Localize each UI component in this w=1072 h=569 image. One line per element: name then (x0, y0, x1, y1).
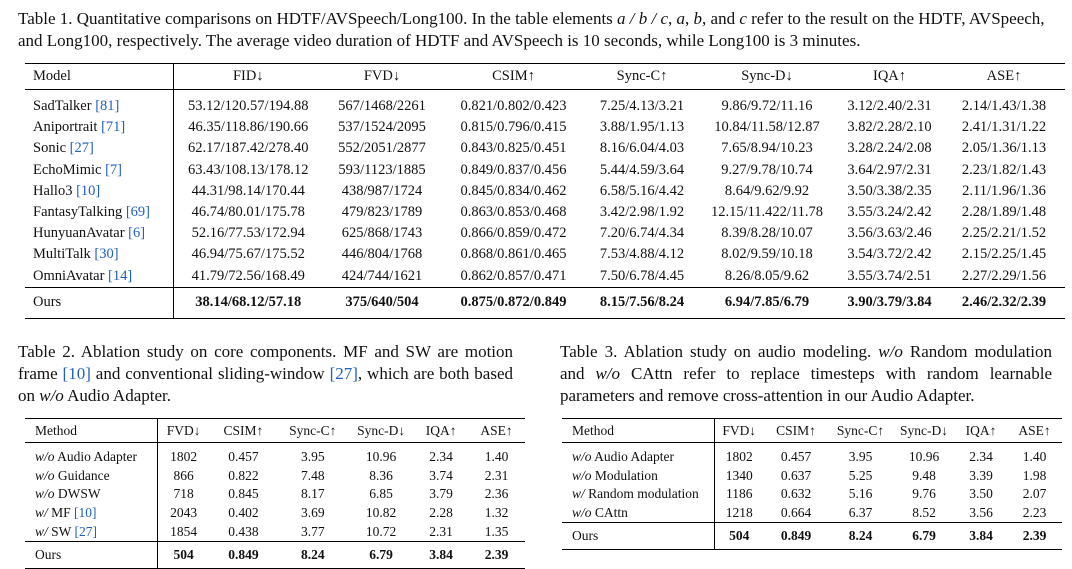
table1-header-row (25, 64, 1065, 90)
table2 (25, 418, 525, 569)
table1-header-fvd: FVD↓ (323, 64, 441, 90)
cell-sync-d: 10.84/11.58/12.87 (714, 119, 820, 136)
cell-ase: 2.23/1.82/1.43 (961, 161, 1047, 178)
table2-caption (18, 341, 513, 407)
model-name: FantasyTalking [69] (25, 202, 173, 223)
cell-sync-d: 9.48 (912, 467, 936, 483)
cell-fvd: 2043 (170, 505, 198, 521)
cell-iqa: 3.90/3.79/3.84 (836, 287, 943, 318)
cell-fvd: 552/2051/2877 (338, 140, 426, 157)
cell-csim: 0.843/0.825/0.451 (460, 140, 567, 157)
cell-sync-c: 8.24 (828, 523, 893, 550)
table2-header-iqa: IQA↑ (414, 419, 468, 443)
cell-ase: 1.40 (1022, 449, 1047, 465)
cell-sync-c: 3.42/2.98/1.92 (599, 204, 685, 221)
cell-sync-d: 7.65/8.94/10.23 (721, 140, 813, 157)
cell-iqa: 3.55/3.74/2.51 (847, 267, 932, 284)
table-row (25, 467, 525, 486)
cell-sync-c: 3.69 (300, 505, 325, 521)
cell-sync-c: 3.77 (300, 523, 325, 539)
table1-caption-text: , (668, 9, 677, 28)
cell-csim: 0.457 (228, 449, 259, 465)
table2-header-method: Method (25, 419, 158, 443)
table3-header-row (562, 419, 1062, 443)
table3-header-fvd: FVD↓ (714, 419, 764, 443)
table1-caption (18, 8, 1058, 52)
cell-csim: 0.821/0.802/0.423 (460, 98, 567, 115)
table2-caption-text: Ablation study on core components. MF and SW are motion frame (18, 342, 514, 383)
cell-csim: 0.822 (228, 467, 259, 483)
cell-sync-d: 6.85 (369, 486, 393, 502)
model-name: Ours (25, 287, 173, 318)
model-name: Sonic [27] (25, 138, 173, 159)
cell-ase: 2.36 (484, 486, 509, 502)
table3-caption-text: Ablation study on audio modeling. (623, 342, 879, 361)
cell-sync-c: 7.48 (300, 467, 325, 483)
cell-fvd: 438/987/1724 (341, 182, 423, 199)
citation-link[interactable]: [27] (69, 140, 94, 157)
cell-csim: 0.849/0.837/0.456 (460, 161, 567, 178)
table-row (25, 181, 1065, 202)
cell-csim: 0.845 (228, 486, 259, 502)
cell-iqa: 3.50 (969, 486, 993, 502)
cell-csim: 0.849 (764, 523, 828, 550)
table2-header-csim: CSIM↑ (209, 419, 277, 443)
table-row (25, 223, 1065, 244)
cell-sync-d: 8.36 (369, 467, 393, 483)
method-name: w/o Audio Adapter (25, 448, 158, 467)
model-name: HunyuanAvatar [6] (25, 223, 173, 244)
table3-header-sync-d: Sync-D↓ (893, 419, 955, 443)
cell-csim: 0.402 (228, 505, 259, 521)
table1-header-ase: ASE↑ (943, 64, 1065, 90)
cell-fvd: 375/640/504 (323, 287, 441, 318)
method-name: w/o Guidance (25, 467, 158, 486)
table1-caption-label: Table 1. (18, 9, 73, 28)
table3-header-csim: CSIM↑ (764, 419, 828, 443)
cell-sync-c: 8.16/6.04/4.03 (599, 140, 685, 157)
table1-caption-text: Quantitative comparisons on HDTF/AVSpeech/Long100. In the table elements (76, 9, 618, 28)
cell-fvd: 537/1524/2095 (338, 119, 426, 136)
cell-sync-d: 9.27/9.78/10.74 (721, 161, 813, 178)
cell-csim: 0.457 (780, 449, 812, 465)
cell-fid: 62.17/187.42/278.40 (188, 140, 309, 157)
table2-caption-text: , which are both based on (18, 364, 514, 405)
table1-caption-var: b (693, 9, 703, 28)
table2-header-sync-d: Sync-D↓ (348, 419, 414, 443)
method-name: w/o Modulation (562, 467, 714, 486)
cell-fvd: 504 (158, 541, 210, 568)
table-row (562, 504, 1062, 523)
citation-link[interactable]: [71] (101, 119, 126, 136)
cell-fvd: 1802 (725, 449, 753, 465)
cell-csim: 0.866/0.859/0.472 (460, 225, 567, 242)
cell-fvd: 1802 (170, 449, 198, 465)
cell-sync-d: 8.26/8.05/9.62 (724, 267, 810, 284)
cell-csim: 0.875/0.872/0.849 (441, 287, 586, 318)
cell-iqa: 3.84 (955, 523, 1007, 550)
cell-iqa: 3.79 (429, 486, 453, 502)
cell-ase: 2.14/1.43/1.38 (961, 98, 1047, 115)
table-row (25, 117, 1065, 138)
table2-header-fvd: FVD↓ (158, 419, 210, 443)
table-row-ours (25, 541, 525, 568)
table3-caption-text: CAttn refer to replace timesteps with random learnable parameters and remove cross-attention in our Audio Adapter. (560, 364, 1052, 405)
cell-ase: 2.39 (468, 541, 525, 568)
table1-header-fid: FID↓ (173, 64, 323, 90)
cell-fid: 46.35/118.86/190.66 (188, 119, 309, 136)
table1-caption-text: refer to the result on the HDTF, AVSpeech, and Long100, respectively. The average video duration of HDTF and AVSpeech is 10 seconds, while Long100 is 3 minutes. (18, 9, 1045, 50)
table-row (25, 244, 1065, 265)
citation-link[interactable]: [69] (125, 204, 150, 221)
table-row (25, 90, 1065, 118)
citation-link[interactable]: [7] (105, 161, 123, 178)
model-name: OmniAvatar [14] (25, 266, 173, 288)
table-row (562, 485, 1062, 504)
cell-ase: 1.35 (484, 523, 509, 539)
cell-sync-c: 8.15/7.56/8.24 (586, 287, 698, 318)
cell-sync-d: 10.96 (365, 449, 397, 465)
cell-sync-d: 6.94/7.85/6.79 (698, 287, 836, 318)
table-row (25, 448, 525, 467)
cell-ase: 2.27/2.29/1.56 (961, 267, 1047, 284)
cell-iqa: 3.82/2.28/2.10 (847, 119, 932, 136)
method-name: Ours (25, 541, 158, 568)
cell-sync-d: 8.02/9.59/10.18 (721, 246, 813, 263)
cell-iqa: 3.56 (969, 505, 993, 521)
cell-csim: 0.845/0.834/0.462 (460, 182, 567, 199)
method-name: w/ SW [27] (25, 522, 158, 541)
cell-iqa: 3.64/2.97/2.31 (847, 161, 932, 178)
cell-csim: 0.815/0.796/0.415 (460, 119, 567, 136)
cell-iqa: 3.74 (429, 467, 453, 483)
cell-iqa: 3.84 (414, 541, 468, 568)
citation-link[interactable]: [30] (94, 246, 119, 263)
cell-sync-c: 5.16 (848, 486, 873, 502)
citation-link[interactable]: [10] (62, 364, 91, 383)
table3-caption (560, 341, 1052, 407)
cell-fid: 52.16/77.53/172.94 (191, 225, 305, 242)
cell-fvd: 1340 (725, 467, 753, 483)
cell-sync-d: 9.76 (912, 486, 936, 502)
cell-ase: 2.23 (1022, 505, 1047, 521)
cell-fid: 63.43/108.13/178.12 (188, 161, 309, 178)
table-row (25, 138, 1065, 159)
cell-fvd: 1186 (726, 486, 753, 502)
cell-ase: 2.07 (1022, 486, 1047, 502)
method-name: Ours (562, 523, 714, 550)
table-row (25, 266, 1065, 288)
cell-iqa: 3.54/3.72/2.42 (847, 246, 932, 263)
cell-sync-c: 5.44/4.59/3.64 (599, 161, 685, 178)
cell-fvd: 1854 (170, 523, 198, 539)
table-row (562, 467, 1062, 486)
cell-ase: 2.05/1.36/1.13 (961, 140, 1047, 157)
model-name: Aniportrait [71] (25, 117, 173, 138)
cell-ase: 1.98 (1022, 467, 1047, 483)
cell-iqa: 2.31 (429, 523, 453, 539)
table-row (25, 504, 525, 523)
cell-sync-c: 3.95 (300, 449, 325, 465)
cell-ase: 2.31 (484, 467, 509, 483)
table3-caption-italic: w/o (878, 342, 903, 361)
cell-fvd: 866 (173, 467, 194, 483)
cell-iqa: 3.56/3.63/2.46 (847, 225, 932, 242)
cell-sync-d: 10.82 (365, 505, 397, 521)
table3-header-method: Method (562, 419, 714, 443)
table-row-ours (25, 287, 1065, 318)
cell-fvd: 446/804/1768 (341, 246, 423, 263)
table3-caption-text: Random modulation and (560, 342, 1053, 383)
cell-csim: 0.849 (209, 541, 277, 568)
cell-sync-c: 3.88/1.95/1.13 (599, 119, 685, 136)
cell-fvd: 625/868/1743 (341, 225, 423, 242)
table3-caption-italic: w/o (595, 364, 621, 383)
table2-caption-italic: w/o (39, 386, 64, 405)
cell-sync-c: 7.25/4.13/3.21 (599, 98, 685, 115)
model-name: MultiTalk [30] (25, 244, 173, 265)
table1-caption-var: c (739, 9, 747, 28)
cell-sync-d: 8.52 (912, 505, 936, 521)
table1-header-sync-c: Sync-C↑ (586, 64, 698, 90)
table1-caption-var: a (676, 9, 686, 28)
citation-link[interactable]: [27] (329, 364, 358, 383)
model-name: EchoMimic [7] (25, 160, 173, 181)
table1-header-model: Model (25, 64, 173, 90)
cell-iqa: 2.34 (429, 449, 453, 465)
cell-fvd: 1218 (725, 505, 753, 521)
cell-sync-c: 8.24 (278, 541, 348, 568)
cell-sync-c: 7.53/4.88/4.12 (599, 246, 685, 263)
citation-link[interactable]: [14] (108, 267, 133, 284)
cell-fvd: 479/823/1789 (341, 204, 423, 221)
table2-header-sync-c: Sync-C↑ (278, 419, 348, 443)
cell-sync-c: 5.25 (848, 467, 873, 483)
cell-fvd: 567/1468/2261 (338, 98, 426, 115)
cell-iqa: 2.28 (429, 505, 453, 521)
table2-caption-label: Table 2. (18, 342, 75, 361)
table1-caption-text: , (685, 9, 694, 28)
cell-iqa: 2.34 (969, 449, 993, 465)
method-name: w/o DWSW (25, 485, 158, 504)
table-row (562, 448, 1062, 467)
cell-csim: 0.868/0.861/0.465 (460, 246, 567, 263)
cell-ase: 2.11/1.96/1.36 (962, 182, 1046, 199)
table1-header-csim: CSIM↑ (441, 64, 586, 90)
table1-header-iqa: IQA↑ (836, 64, 943, 90)
cell-iqa: 3.28/2.24/2.08 (847, 140, 932, 157)
cell-fid: 46.94/75.67/175.52 (191, 246, 305, 263)
cell-ase: 2.25/2.21/1.52 (961, 225, 1047, 242)
table1-header-sync-d: Sync-D↓ (698, 64, 836, 90)
citation-link[interactable]: [27] (74, 523, 98, 539)
cell-ase: 2.15/2.25/1.45 (961, 246, 1047, 263)
cell-sync-c: 7.20/6.74/4.34 (599, 225, 685, 242)
cell-fvd: 718 (173, 486, 194, 502)
cell-ase: 2.46/2.32/2.39 (943, 287, 1065, 318)
method-name: w/o Audio Adapter (562, 448, 714, 467)
table2-caption-text: and conventional sliding-window (90, 364, 330, 383)
cell-fid: 53.12/120.57/194.88 (188, 98, 309, 115)
cell-sync-d: 9.86/9.72/11.16 (721, 98, 813, 115)
method-name: w/ MF [10] (25, 504, 158, 523)
table1-caption-text: , and (702, 9, 740, 28)
cell-sync-c: 3.95 (848, 449, 873, 465)
method-name: w/ Random modulation (562, 485, 714, 504)
cell-sync-c: 7.50/6.78/4.45 (599, 267, 685, 284)
cell-fid: 44.31/98.14/170.44 (191, 182, 305, 199)
cell-sync-d: 6.79 (348, 541, 414, 568)
table2-caption-text: Audio Adapter. (63, 386, 172, 405)
table3-header-sync-c: Sync-C↑ (828, 419, 893, 443)
cell-fvd: 504 (714, 523, 764, 550)
cell-sync-d: 8.64/9.62/9.92 (724, 182, 810, 199)
cell-ase: 1.32 (484, 505, 509, 521)
cell-fid: 41.79/72.56/168.49 (191, 267, 305, 284)
cell-csim: 0.664 (780, 505, 812, 521)
cell-iqa: 3.55/3.24/2.42 (847, 204, 932, 221)
citation-link[interactable]: [10] (76, 182, 101, 199)
model-name: SadTalker [81] (25, 90, 173, 118)
method-name: w/o CAttn (562, 504, 714, 523)
table-row (25, 202, 1065, 223)
cell-iqa: 3.50/3.38/2.35 (847, 182, 932, 199)
cell-csim: 0.637 (780, 467, 812, 483)
table-row (25, 160, 1065, 181)
cell-fid: 46.74/80.01/175.78 (191, 204, 305, 221)
cell-fvd: 593/1123/1885 (338, 161, 426, 178)
citation-link[interactable]: [10] (74, 505, 97, 521)
cell-ase: 2.28/1.89/1.48 (961, 204, 1047, 221)
table-row (25, 485, 525, 504)
table2-header-ase: ASE↑ (468, 419, 525, 443)
cell-sync-d: 10.96 (908, 449, 940, 465)
table3-caption-label: Table 3. (560, 342, 618, 361)
cell-ase: 2.39 (1007, 523, 1062, 550)
model-name: Hallo3 [10] (25, 181, 173, 202)
cell-ase: 1.40 (484, 449, 509, 465)
table1-caption-var: a / b / c (617, 9, 669, 28)
citation-link[interactable]: [6] (128, 225, 146, 242)
table3-header-ase: ASE↑ (1007, 419, 1062, 443)
cell-sync-d: 10.72 (365, 523, 397, 539)
cell-iqa: 3.12/2.40/2.31 (847, 98, 932, 115)
cell-csim: 0.632 (780, 486, 812, 502)
cell-sync-c: 6.58/5.16/4.42 (599, 182, 685, 199)
table1 (25, 63, 1065, 319)
cell-ase: 2.41/1.31/1.22 (961, 119, 1047, 136)
cell-fid: 38.14/68.12/57.18 (173, 287, 323, 318)
table3 (562, 418, 1062, 550)
cell-sync-d: 12.15/11.422/11.78 (710, 204, 824, 221)
cell-sync-c: 6.37 (848, 505, 873, 521)
table3-header-iqa: IQA↑ (955, 419, 1007, 443)
table-row-ours (562, 523, 1062, 550)
table2-header-row (25, 419, 525, 443)
cell-sync-d: 8.39/8.28/10.07 (721, 225, 813, 242)
citation-link[interactable]: [81] (95, 98, 120, 115)
cell-csim: 0.863/0.853/0.468 (460, 204, 567, 221)
cell-fvd: 424/744/1621 (341, 267, 423, 284)
cell-iqa: 3.39 (969, 467, 993, 483)
cell-csim: 0.438 (228, 523, 259, 539)
cell-csim: 0.862/0.857/0.471 (460, 267, 567, 284)
cell-sync-c: 8.17 (300, 486, 325, 502)
cell-sync-d: 6.79 (893, 523, 955, 550)
table-row (25, 522, 525, 541)
